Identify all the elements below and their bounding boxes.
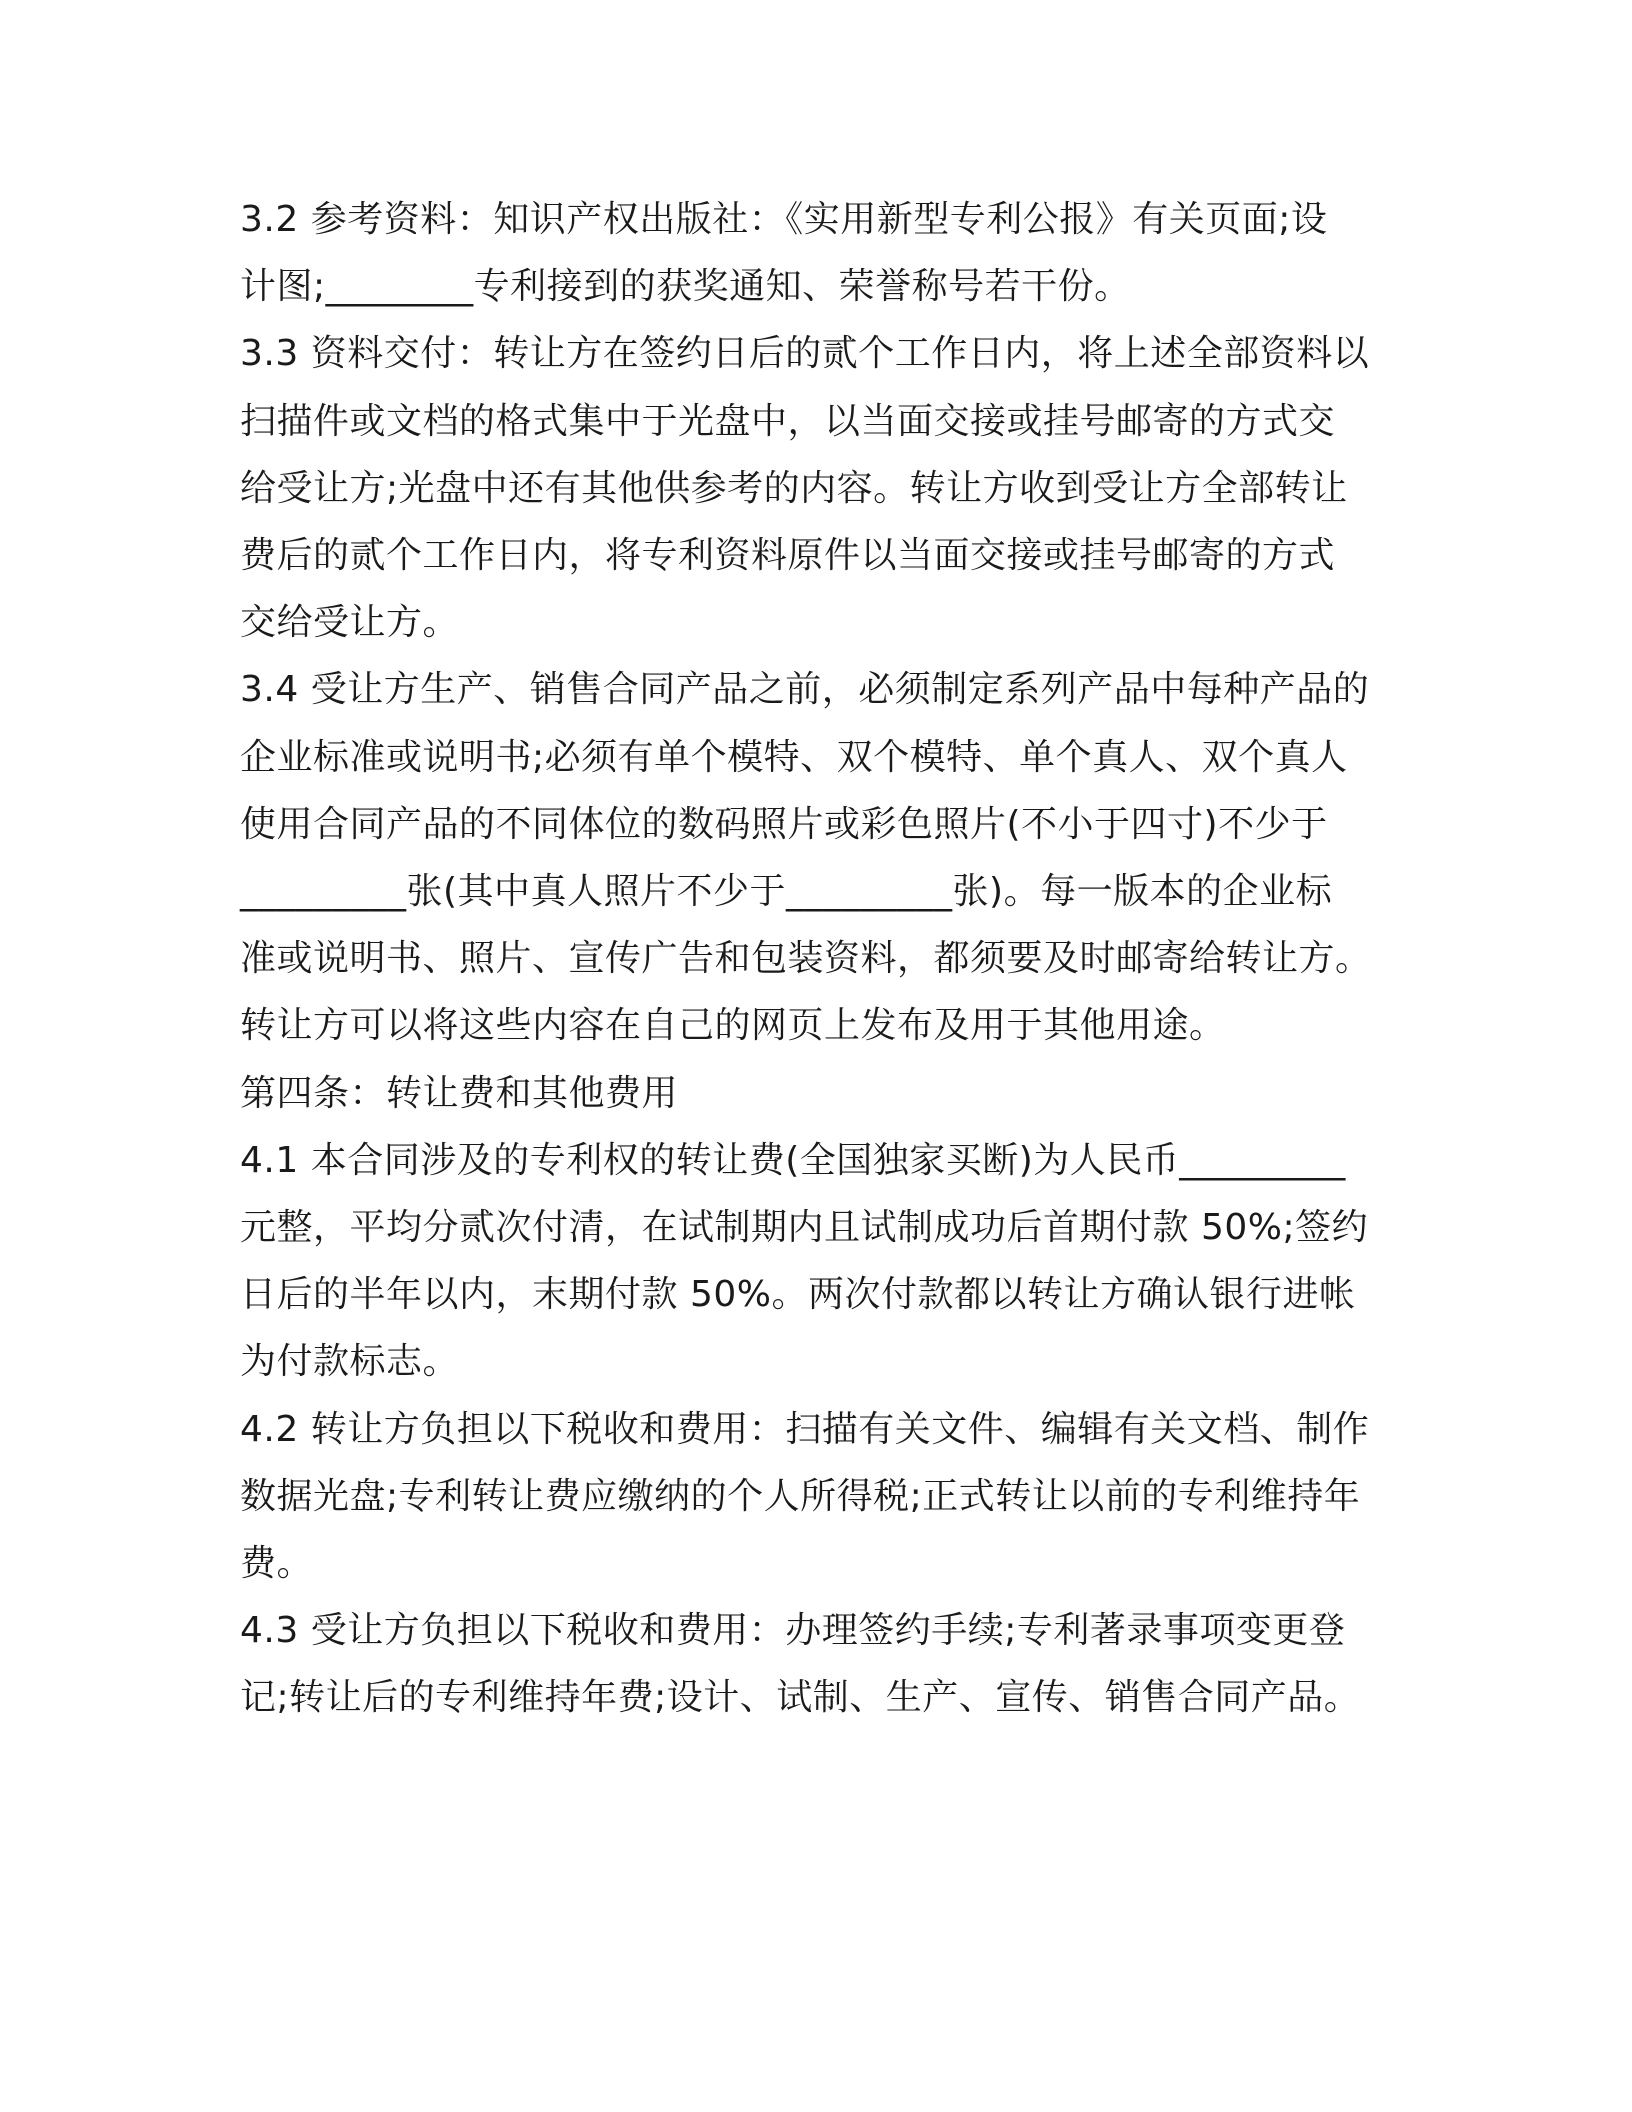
- section-heading: 第四条：转让费和其他费用: [240, 1072, 679, 1114]
- text-line: 交给受让方。: [240, 602, 460, 644]
- text-line: 转让方可以将这些内容在自己的网页上发布及用于其他用途。: [240, 1005, 1226, 1047]
- text-line: 3.3 资料交付：转让方在签约日后的贰个工作日内，将上述全部资料以: [240, 333, 1370, 375]
- text-line: 企业标准或说明书;必须有单个模特、双个模特、单个真人、双个真人: [240, 736, 1348, 778]
- text-line: 使用合同产品的不同体位的数码照片或彩色照片(不小于四寸)不少于: [240, 803, 1328, 845]
- clause-3-2: [240, 186, 1390, 320]
- clause-3-3: [240, 320, 1390, 656]
- text-line: 日后的半年以内，末期付款 50%。两次付款都以转让方确认银行进帐: [240, 1274, 1356, 1316]
- text-line: 为付款标志。: [240, 1341, 460, 1383]
- text-line: 费后的贰个工作日内，将专利资料原件以当面交接或挂号邮寄的方式: [240, 535, 1336, 577]
- text-line: 4.1 本合同涉及的专利权的转让费(全国独家买断)为人民币_________: [240, 1139, 1346, 1181]
- text-line: 给受让方;光盘中还有其他供参考的内容。转让方收到受让方全部转让: [240, 467, 1348, 509]
- text-line: 记;转让后的专利维持年费;设计、试制、生产、宣传、销售合同产品。: [240, 1677, 1361, 1719]
- clause-4-3: [240, 1597, 1390, 1731]
- text-line: 3.2 参考资料：知识产权出版社：《实用新型专利公报》有关页面;设: [240, 199, 1328, 240]
- clause-4-1: [240, 1127, 1390, 1396]
- clause-4-2: [240, 1396, 1390, 1598]
- clause-3-4: [240, 656, 1390, 1059]
- text-line: 3.4 受让方生产、销售合同产品之前，必须制定系列产品中每种产品的: [240, 669, 1370, 711]
- text-line: 4.2 转让方负担以下税收和费用：扫描有关文件、编辑有关文档、制作: [240, 1408, 1370, 1450]
- text-line: 计图;________专利接到的获奖通知、荣誉称号若干份。: [240, 266, 1131, 308]
- text-line: 扫描件或文档的格式集中于光盘中，以当面交接或挂号邮寄的方式交: [240, 400, 1336, 442]
- text-line: 4.3 受让方负担以下税收和费用：办理签约手续;专利著录事项变更登: [240, 1610, 1346, 1652]
- text-line: _________张(其中真人照片不少于_________张)。每一版本的企业标: [240, 871, 1333, 913]
- text-line: 费。: [240, 1543, 314, 1585]
- article-4-heading: [240, 1060, 1390, 1127]
- text-line: 数据光盘;专利转让费应缴纳的个人所得税;正式转让以前的专利维持年: [240, 1475, 1361, 1517]
- text-line: 元整，平均分贰次付清，在试制期内且试制成功后首期付款 50%;签约: [240, 1207, 1369, 1249]
- text-line: 准或说明书、照片、宣传广告和包装资料，都须要及时邮寄给转让方。: [240, 938, 1372, 980]
- document-body: [240, 186, 1390, 1732]
